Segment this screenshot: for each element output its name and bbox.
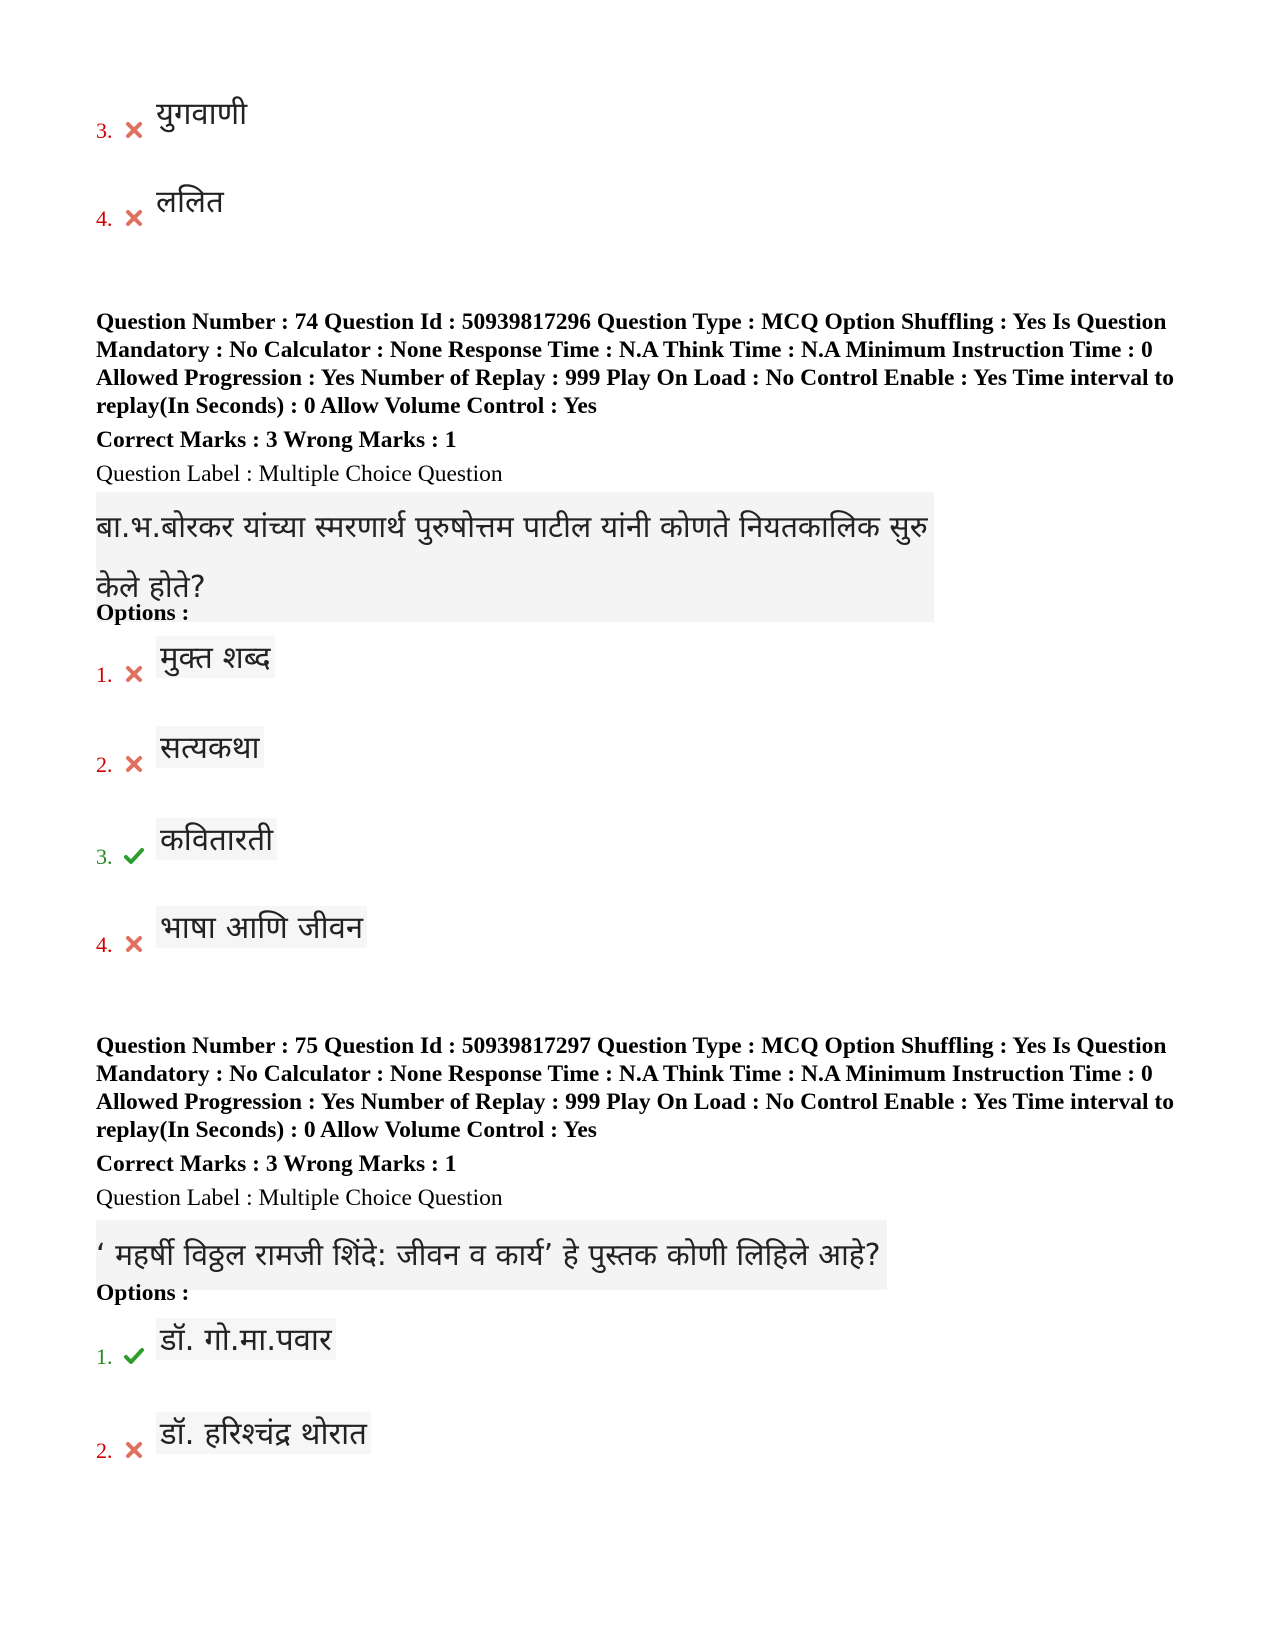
question-label: Question Label : Multiple Choice Question (96, 1185, 503, 1211)
checkmark-icon (124, 846, 144, 866)
option-number: 1. (96, 1344, 113, 1369)
options-heading: Options : (96, 1280, 190, 1306)
cross-icon (124, 664, 144, 684)
cross-icon (124, 754, 144, 774)
options-heading: Options : (96, 600, 190, 626)
cross-icon (124, 1440, 144, 1460)
option-text: ललित (156, 184, 224, 220)
question-75 (96, 1032, 1196, 1290)
option-number: 1. (96, 662, 113, 687)
option-number: 3. (96, 844, 113, 869)
question-text-line: बा.भ.बोरकर यांच्या स्मरणार्थ पुरुषोत्तम पाटील यांनी कोणते नियतकालिक सुरु (96, 510, 928, 545)
cross-icon (124, 208, 144, 228)
question-marks: Correct Marks : 3 Wrong Marks : 1 (96, 1151, 457, 1177)
question-meta: Question Number : 74 Question Id : 50939817296 Question Type : MCQ Option Shuffling : Yes Is Question Mandatory : No Calculator : None Response Time : N.A Think Time : N.A Minimum Instruction Time : 0 Allowed Progression : Yes Number of Replay : 999 Play On Load : No Control Enable : Yes Time interval to replay(In Seconds) : 0 Allow Volume Control : Yes (96, 309, 1174, 419)
question-label: Question Label : Multiple Choice Question (96, 461, 503, 487)
question-text (96, 1220, 887, 1290)
option-text: कवितारती (156, 818, 277, 860)
cross-icon (124, 120, 144, 140)
option-number: 4. (96, 206, 113, 231)
question-text (96, 492, 934, 622)
option-text: सत्यकथा (156, 726, 264, 768)
option-text: मुक्त शब्द (156, 636, 275, 678)
option-text: डॉ. गो.मा.पवार (156, 1318, 336, 1360)
cross-icon (124, 934, 144, 954)
option-number: 3. (96, 118, 113, 143)
question-text-line: ‘ महर्षी विठ्ठल रामजी शिंदे: जीवन व कार्य’ हे पुस्तक कोणी लिहिले आहे? (96, 1238, 881, 1273)
option-number: 4. (96, 932, 113, 957)
question-74 (96, 308, 1196, 622)
question-meta: Question Number : 75 Question Id : 50939817297 Question Type : MCQ Option Shuffling : Yes Is Question Mandatory : No Calculator : None Response Time : N.A Think Time : N.A Minimum Instruction Time : 0 Allowed Progression : Yes Number of Replay : 999 Play On Load : No Control Enable : Yes Time interval to replay(In Seconds) : 0 Allow Volume Control : Yes (96, 1033, 1174, 1143)
option-number: 2. (96, 752, 113, 777)
checkmark-icon (124, 1346, 144, 1366)
question-marks: Correct Marks : 3 Wrong Marks : 1 (96, 427, 457, 453)
option-text: युगवाणी (156, 96, 248, 132)
option-text: भाषा आणि जीवन (156, 906, 367, 948)
option-text: डॉ. हरिश्चंद्र थोरात (156, 1412, 371, 1454)
question-text-line: केले होते? (96, 570, 206, 605)
option-number: 2. (96, 1438, 113, 1463)
